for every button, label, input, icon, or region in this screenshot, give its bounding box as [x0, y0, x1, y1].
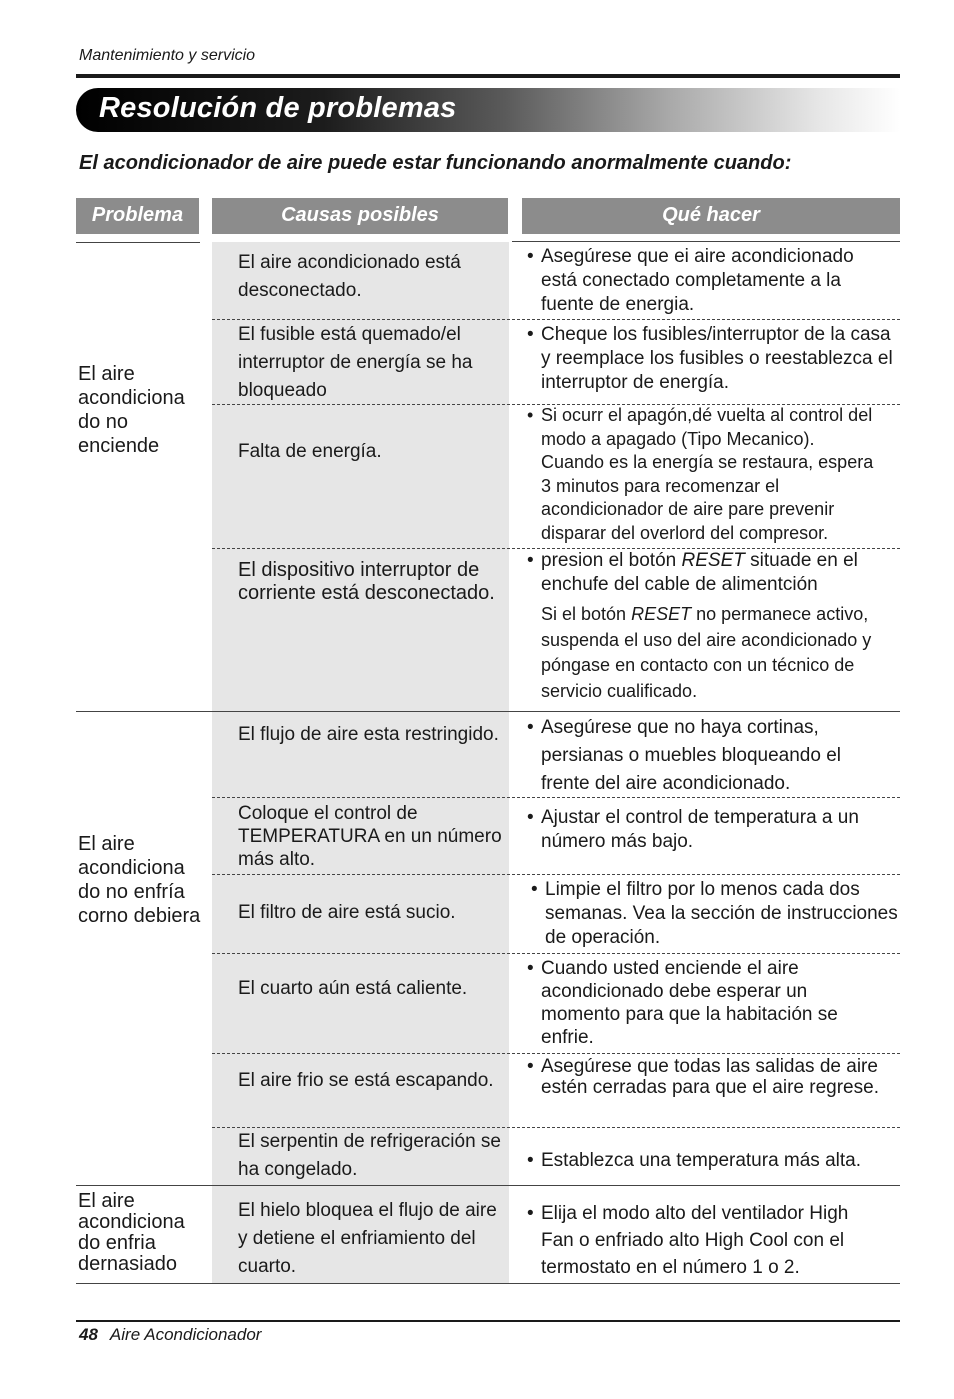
cause-aire-escapando: El aire frio se está escapando. [238, 1070, 494, 1091]
action-cuarto-caliente: • Cuando usted enciende el aire acondicionado debe esperar un momento para que la habitación se enfrie. [527, 958, 838, 1048]
cause-fusible: El fusible está quemado/el interruptor de energía se ha bloqueado [238, 324, 473, 401]
action-serpentin: • Establezca una temperatura más alta. [527, 1150, 862, 1171]
row-divider [212, 874, 900, 875]
footer-rule [76, 1320, 900, 1322]
cause-hielo: El hielo bloquea el flujo de aire y detiene el enfriamiento del cuarto. [238, 1200, 497, 1277]
action-hielo: • Elija el modo alto del ventilador High Fan o enfriado alto High Cool con el termostato en el número 1 o 2. [527, 1203, 849, 1278]
action-desconectado: • Asegúrese que ei aire acondicionado está conectado completamente a la fuente de energia. [527, 246, 854, 315]
row-rule [76, 242, 200, 243]
action-fusible: • Cheque los fusibles/interruptor de la casa y reemplace los fusibles o reestablezca el interruptor de energía. [527, 324, 893, 393]
row-divider [212, 953, 900, 954]
action-flujo-restringido: • Asegúrese que no haya cortinas, persianas o muebles bloqueando el frente del aire acondicionado. [527, 717, 841, 794]
row-rule [512, 241, 900, 242]
problem-enfria-demasiado: El aire acondiciona do enfria dernasiado [78, 1190, 185, 1275]
page-number: 48 [79, 1325, 98, 1344]
cause-cuarto-caliente: El cuarto aún está caliente. [238, 978, 468, 999]
row-divider [212, 319, 900, 320]
problem-no-enfria: El aire acondiciona do no enfría corno debiera [78, 833, 201, 927]
cause-flujo-restringido: El flujo de aire esta restringido. [238, 724, 499, 745]
footer [79, 1325, 261, 1345]
cause-control-temperatura: Coloque el control de TEMPERATURA en un número más alto. [238, 803, 502, 870]
intro-text: El acondicionador de aire puede estar funcionando anormalmente cuando: [79, 152, 792, 174]
table-bottom-rule [76, 1283, 900, 1284]
header-problem: Problema [76, 198, 199, 234]
cause-interruptor: El dispositivo interruptor de corriente está desconectado. [238, 559, 495, 604]
action-filtro-sucio: • Limpie el filtro por lo menos cada dos semanas. Vea la sección de instrucciones de operación. [531, 879, 898, 948]
footer-label: Aire Acondicionador [109, 1325, 262, 1344]
action-interruptor: • presion el botón RESET situade en el enchufe del cable de alimentción Si el botón RESET no permanece activo, suspenda el uso del aire acondicionado y póngase en contacto con un técnico de servicio cualificado. [527, 550, 872, 701]
page-title: Resolución de problemas [99, 92, 457, 124]
cause-desconectado: El aire acondicionado está desconectado. [238, 252, 461, 301]
problem-no-enciende: El aire acondiciona do no enciende [78, 363, 185, 457]
title-bar [76, 88, 900, 132]
group-rule [76, 1185, 900, 1186]
cause-filtro-sucio: El filtro de aire está sucio. [238, 902, 456, 923]
header-causes: Causas posibles [212, 198, 508, 234]
running-head: Mantenimiento y servicio [79, 47, 256, 64]
top-rule [76, 74, 900, 78]
header-action: Qué hacer [522, 198, 900, 234]
cause-serpentin: El serpentin de refrigeración se ha congelado. [238, 1131, 501, 1180]
action-falta-energia: • Si ocurr el apagón,dé vuelta al control del modo a apagado (Tipo Mecanico). Cuando es la energía se restaura, espera 3 minutos para recomenzar el acondicionador de aire pare prevenir disparar del overlord del compresor. [527, 405, 874, 543]
action-control-temperatura: • Ajustar el control de temperatura a un número más bajo. [527, 807, 859, 852]
cause-falta-energia: Falta de energía. [238, 441, 382, 462]
action-aire-escapando: • Asegúrese que todas las salidas de aire estén cerradas para que el aire regrese. [527, 1056, 879, 1098]
row-divider [212, 1053, 900, 1054]
group-rule [76, 711, 900, 712]
